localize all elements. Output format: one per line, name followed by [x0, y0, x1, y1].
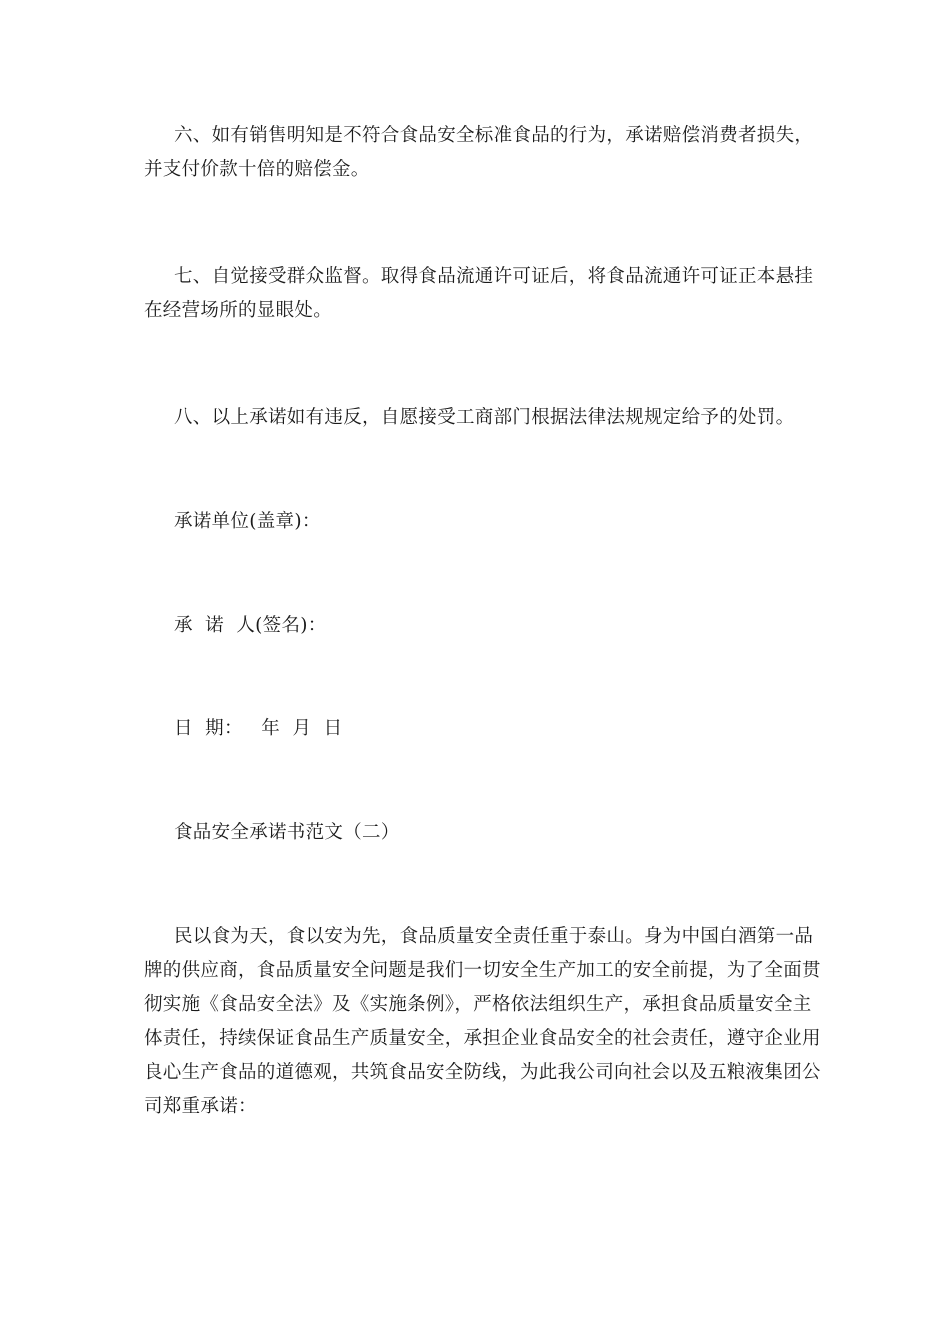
commitment-item-7: 七、自觉接受群众监督。取得食品流通许可证后，将食品流通许可证正本悬挂在经营场所的显眼处。 [144, 266, 814, 321]
section-title: 食品安全承诺书范文（二） [174, 822, 400, 843]
commitment-item-6: 六、如有销售明知是不符合食品安全标准食品的行为，承诺赔偿消费者损失，并支付价款十倍的赔偿金。 [144, 125, 814, 180]
intro-paragraph: 民以食为天，食以安为先，食品质量安全责任重于泰山。身为中国白酒第一品牌的供应商，食品质量安全问题是我们一切安全生产加工的安全前提，为了全面贯彻实施《食品安全法》及《实施条例》，严格依法组织生产，承担食品质量安全主体责任，持续保证食品生产质量安全，承担企业食品安全的社会责任，遵守企业用良心生产食品的道德观，共筑食品安全防线，为此我公司向社会以及五粮液集团公司郑重承诺： [144, 926, 821, 1117]
commitment-person-label: 承 诺 人(签名)： [174, 615, 327, 636]
commitment-item-8: 八、以上承诺如有违反，自愿接受工商部门根据法律法规规定给予的处罚。 [174, 407, 795, 428]
date-label: 日 期： 年 月 日 [174, 718, 343, 739]
commitment-unit-label: 承诺单位(盖章)： [174, 511, 321, 532]
